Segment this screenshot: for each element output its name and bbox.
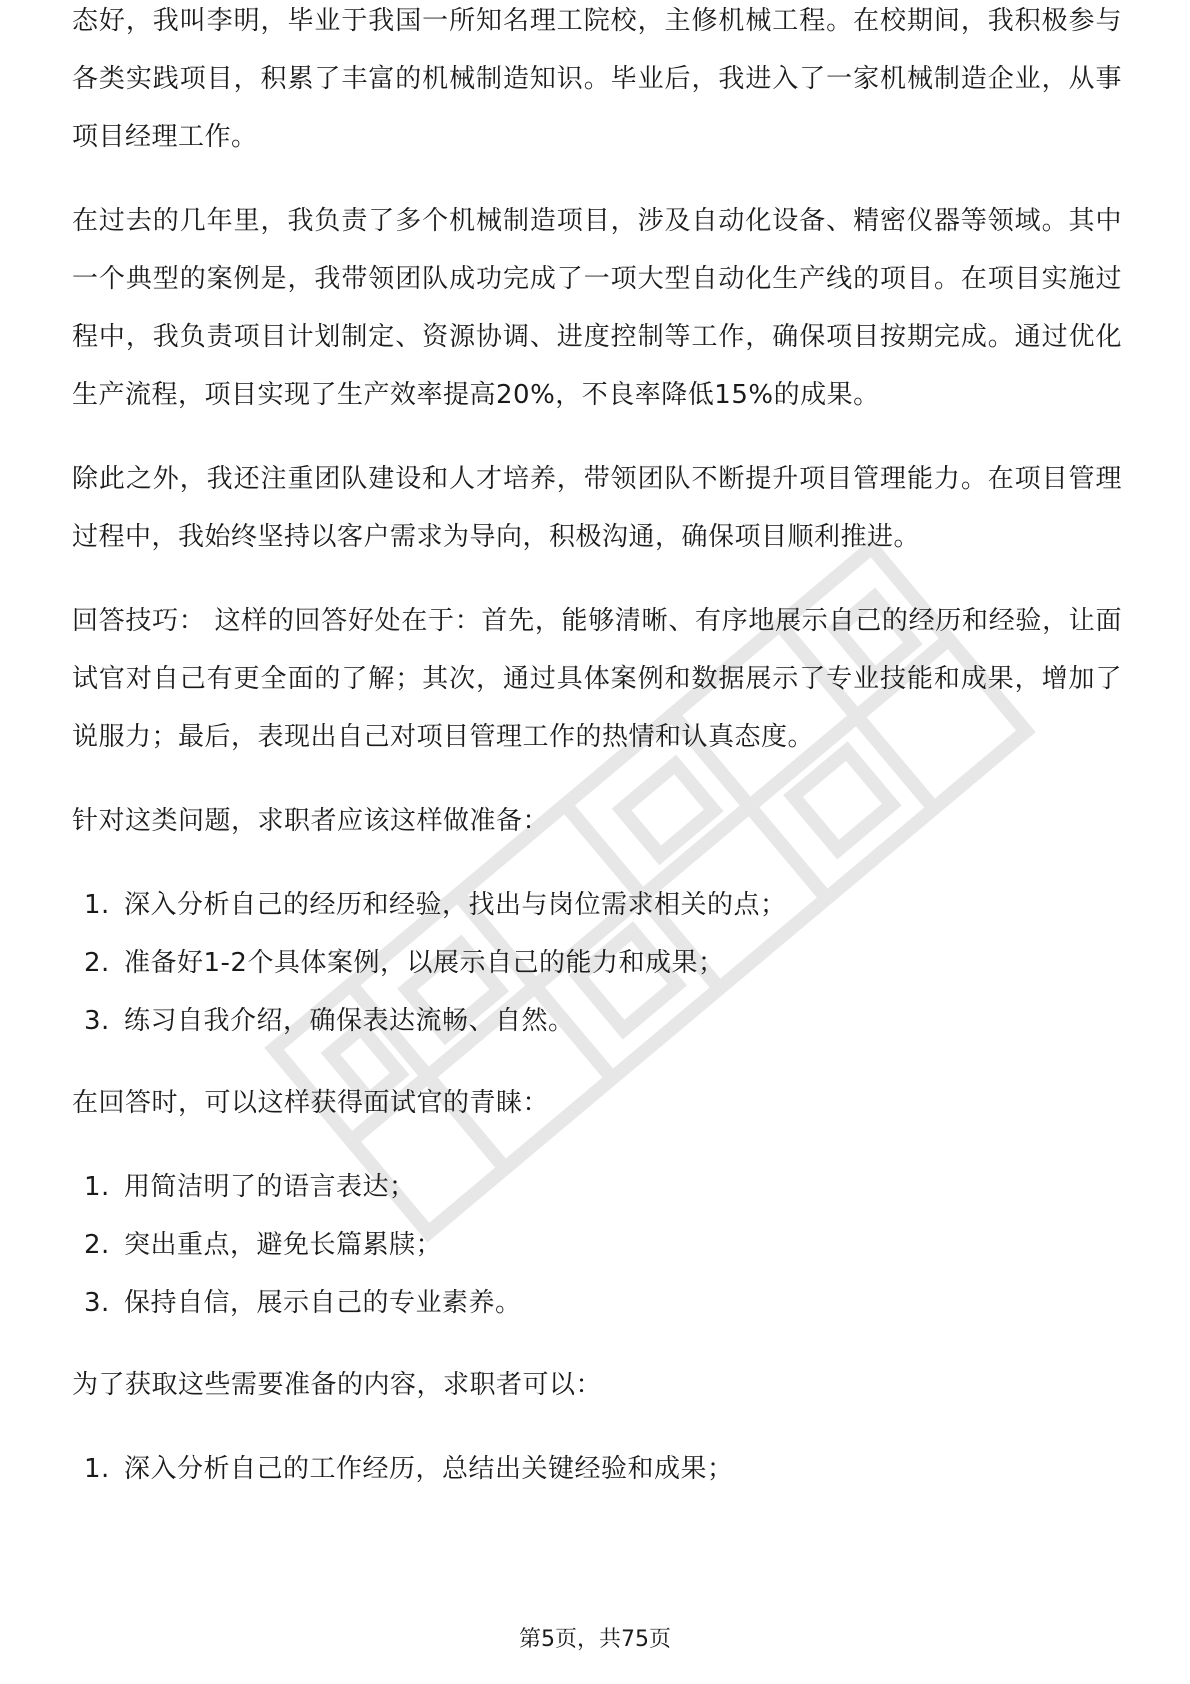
list-text: 用简洁明了的语言表达； [124, 1172, 416, 1202]
paragraph-tips: 回答技巧： 这样的回答好处在于：首先，能够清晰、有序地展示自己的经历和经验，让面试官对自己有更全面的了解；其次，通过具体案例和数据展示了专业技能和成果，增加了说服力；最后，表现出自己对项目管理工作的热情和认真态度。 [72, 606, 1122, 752]
list-number: 3. [84, 1006, 110, 1036]
paragraph-prep-heading: 针对这类问题，求职者应该这样做准备： [72, 806, 550, 836]
paragraph-projects: 在过去的几年里，我负责了多个机械制造项目，涉及自动化设备、精密仪器等领域。其中一个典型的案例是，我带领团队成功完成了一项大型自动化生产线的项目。在项目实施过程中，我负责项目计划制定、资源协调、进度控制等工作，确保项目按期完成。通过优化生产流程，项目实现了生产效率提高20%，不良率降低15%的成果。 [72, 206, 1122, 410]
list-text: 突出重点，避免长篇累牍； [124, 1230, 443, 1260]
list-number: 1. [84, 890, 110, 920]
paragraph-gather-heading: 为了获取这些需要准备的内容，求职者可以： [72, 1370, 603, 1400]
paragraph-answer-heading: 在回答时，可以这样获得面试官的青睐： [72, 1088, 550, 1118]
list-item [72, 876, 1122, 934]
paragraph-intro: 态好，我叫李明，毕业于我国一所知名理工院校，主修机械工程。在校期间，我积极参与各类实践项目，积累了丰富的机械制造知识。毕业后，我进入了一家机械制造企业，从事项目经理工作。 [72, 6, 1122, 152]
prep-list [72, 876, 1122, 1050]
list-number: 1. [84, 1454, 110, 1484]
list-text: 准备好1-2个具体案例，以展示自己的能力和成果； [124, 948, 725, 978]
list-item [72, 1440, 1122, 1498]
list-item [72, 934, 1122, 992]
list-number: 2. [84, 948, 110, 978]
paragraph-team: 除此之外，我还注重团队建设和人才培养，带领团队不断提升项目管理能力。在项目管理过程中，我始终坚持以客户需求为导向，积极沟通，确保项目顺利推进。 [72, 464, 1122, 552]
list-text: 深入分析自己的工作经历，总结出关键经验和成果； [124, 1454, 734, 1484]
list-item [72, 1216, 1122, 1274]
answer-list [72, 1158, 1122, 1332]
list-number: 1. [84, 1172, 110, 1202]
list-text: 深入分析自己的经历和经验，找出与岗位需求相关的点； [124, 890, 787, 920]
document-body [72, 6, 1122, 1522]
list-number: 3. [84, 1288, 110, 1318]
list-text: 保持自信，展示自己的专业素养。 [124, 1288, 522, 1318]
list-item [72, 1274, 1122, 1332]
list-item [72, 1158, 1122, 1216]
list-text: 练习自我介绍，确保表达流畅、自然。 [124, 1006, 575, 1036]
page-number: 第5页，共75页 [519, 1627, 671, 1652]
gather-list [72, 1440, 1122, 1498]
list-item [72, 992, 1122, 1050]
list-number: 2. [84, 1230, 110, 1260]
